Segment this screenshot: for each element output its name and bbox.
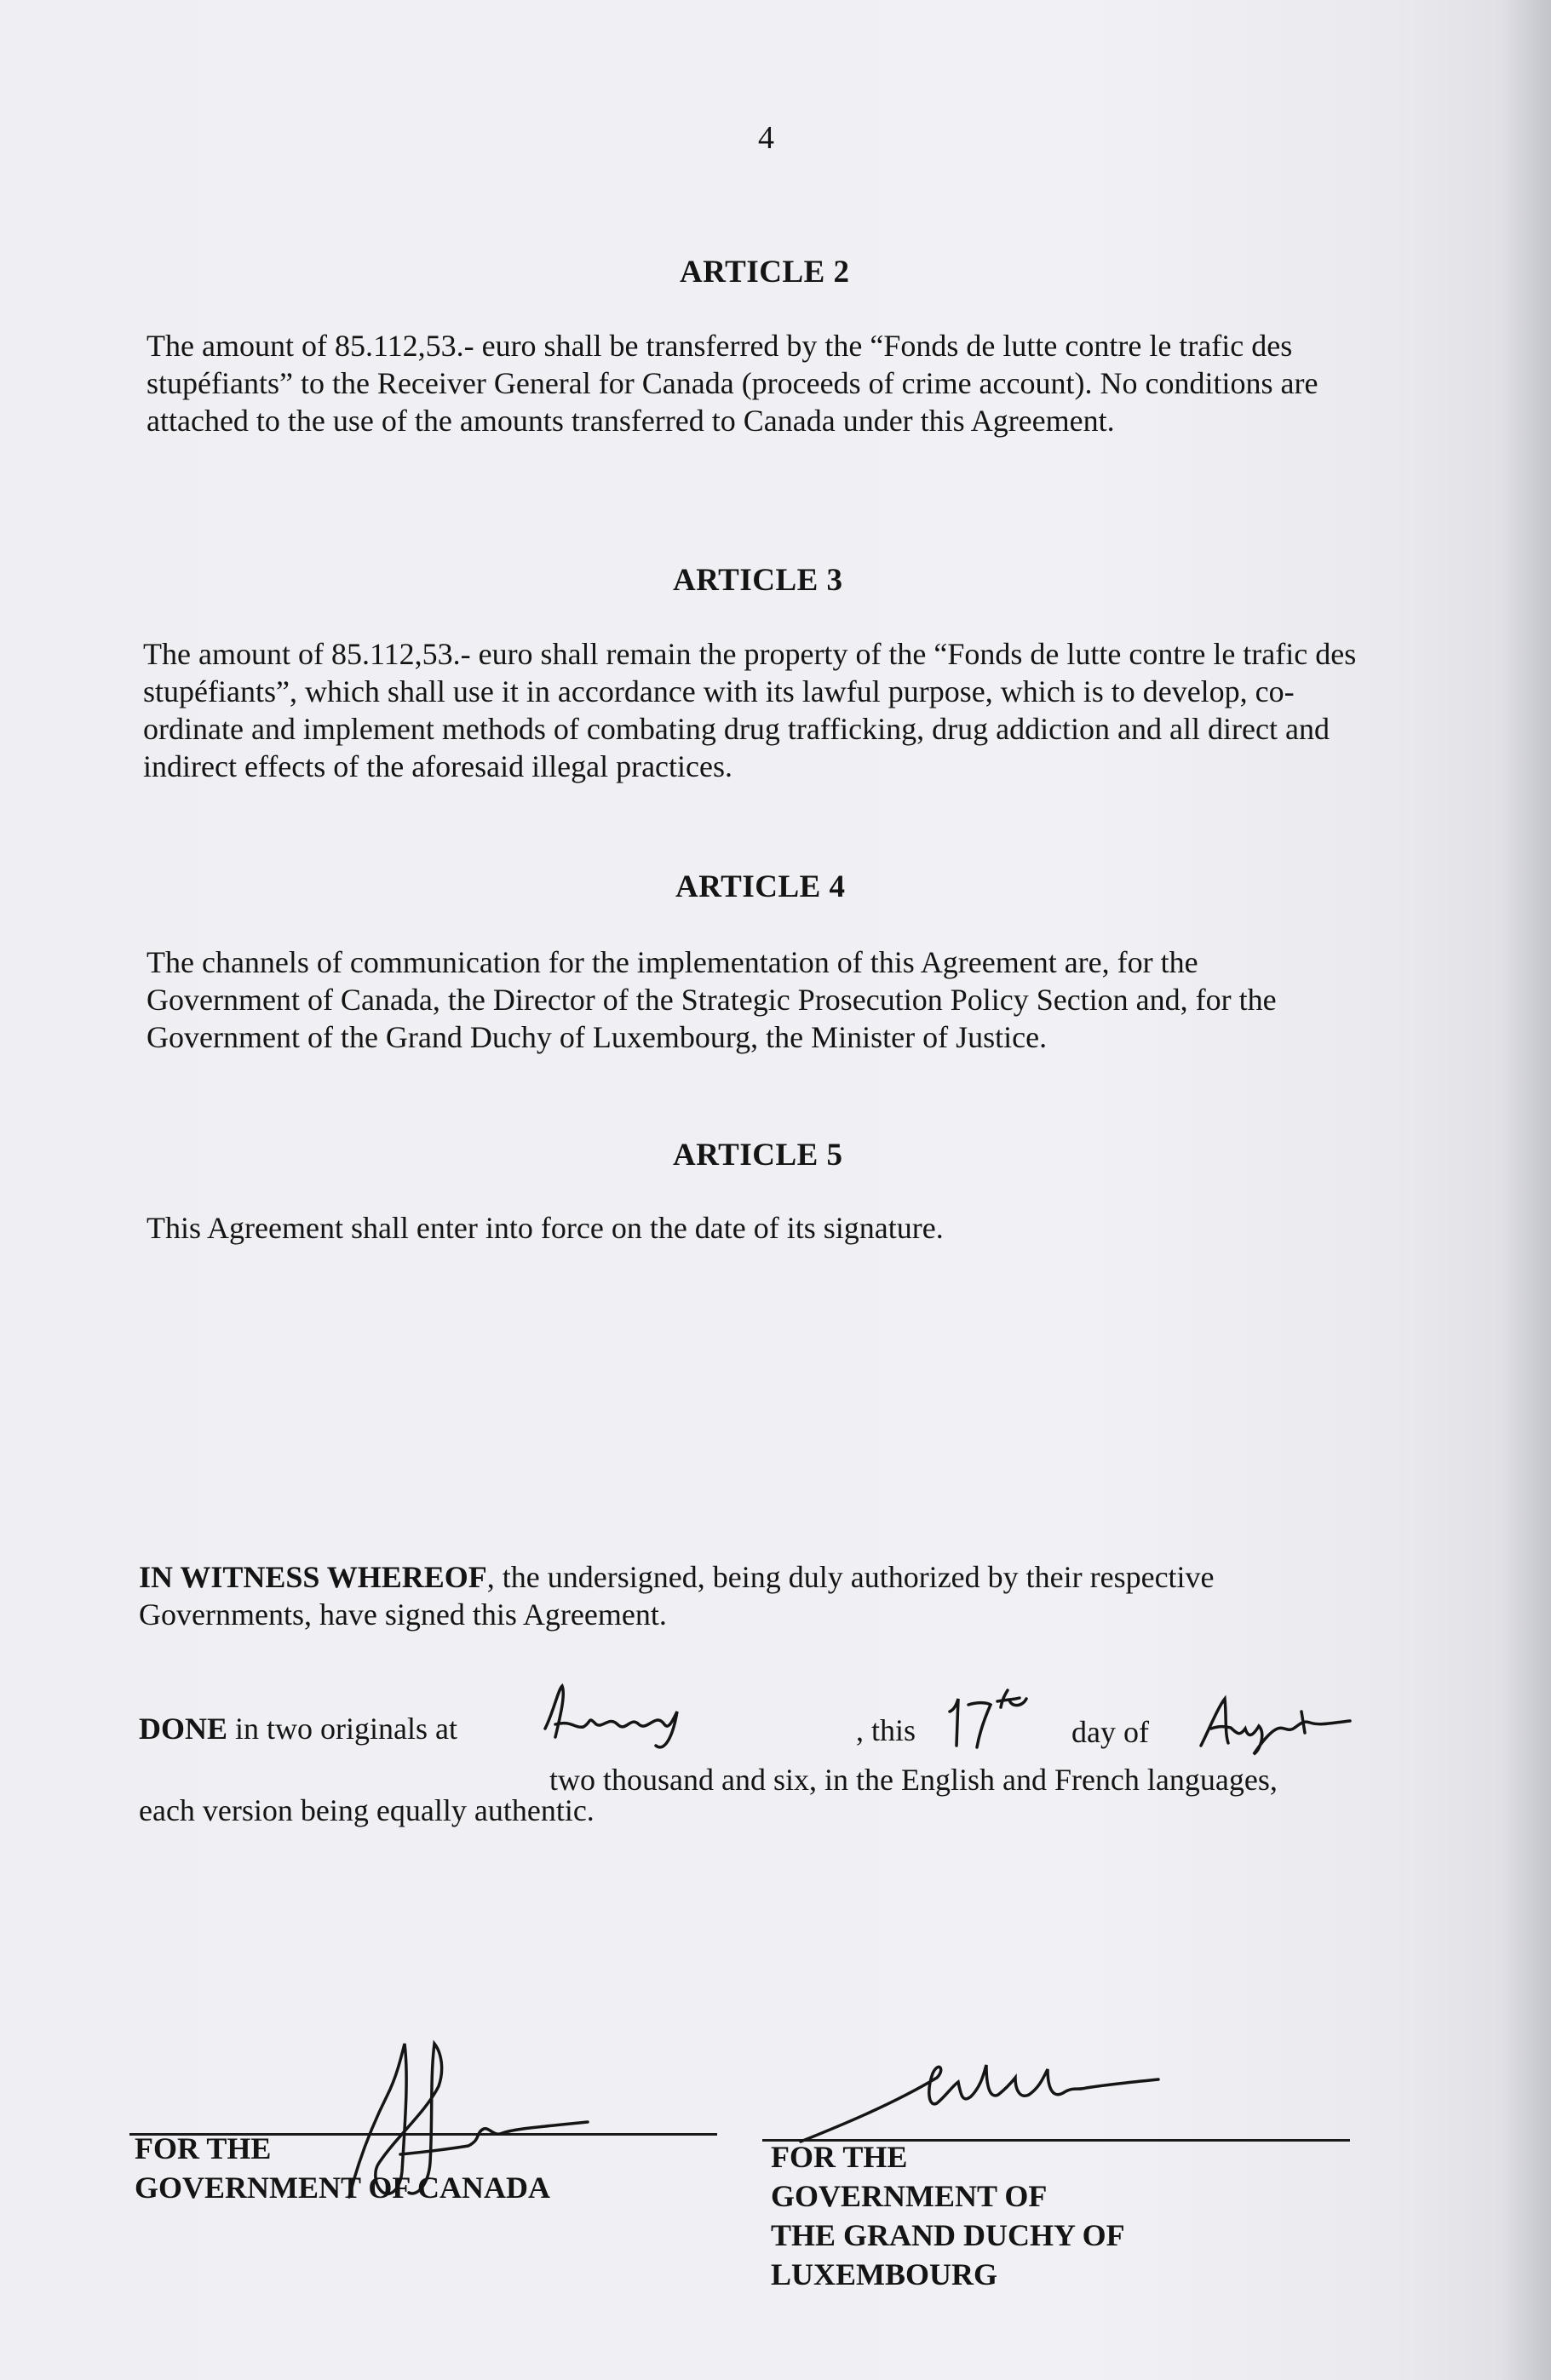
signatory-luxembourg-line-2: GOVERNMENT OF — [771, 2179, 1048, 2213]
article-5-heading: ARTICLE 5 — [673, 1138, 843, 1173]
article-3-text: The amount of 85.112,53.- euro shall remain the property of the “Fonds de lutte contre le trafic des stupéfiants”, which shall use it in accordance with its lawful purpose, which is to develop, co-ordinate and implement methods of combating drug trafficking, drug addiction and all direct and indirect effects of the aforesaid illegal practices. — [143, 637, 1357, 783]
done-clause — [139, 1710, 457, 1747]
article-5-text: This Agreement shall enter into force on the date of its signature. — [146, 1211, 944, 1245]
signatory-canada-line-2: GOVERNMENT OF CANADA — [135, 2171, 551, 2205]
done-line-2: two thousand and six, in the English and French languages, — [549, 1763, 1278, 1797]
witness-text: , the undersigned, being duly authorized by their respective Governments, have signed this Agreement. — [139, 1560, 1215, 1632]
done-text-2: , this — [856, 1713, 916, 1747]
page-number: 4 — [758, 120, 774, 156]
signatory-canada-line-1: FOR THE — [135, 2131, 272, 2165]
signatory-luxembourg-line-4: LUXEMBOURG — [771, 2257, 998, 2291]
handwritten-month — [1192, 1690, 1363, 1758]
witness-clause — [139, 1558, 1365, 1633]
signatory-luxembourg-line-1: FOR THE — [771, 2140, 908, 2174]
article-2-text: The amount of 85.112,53.- euro shall be transferred by the “Fonds de lutte contre le trafic des stupéfiants” to the Receiver General for Canada (proceeds of crime account). No conditions are attached to the use of the amounts transferred to Canada under this Agreement. — [146, 329, 1318, 438]
done-text-1: in two originals at — [227, 1712, 457, 1746]
signatory-luxembourg-line-3: THE GRAND DUCHY OF — [771, 2218, 1125, 2252]
done-text-3: day of — [1071, 1715, 1149, 1749]
article-4-heading: ARTICLE 4 — [675, 869, 846, 904]
witness-lead: IN WITNESS WHEREOF — [139, 1560, 487, 1594]
signatory-luxembourg — [771, 2137, 1125, 2294]
handwritten-place — [537, 1677, 707, 1754]
done-line-3: each version being equally authentic. — [139, 1793, 595, 1827]
handwritten-day — [941, 1686, 1052, 1754]
signature-luxembourg — [792, 2044, 1175, 2146]
page-edge-shadow — [1500, 0, 1551, 2380]
signatory-canada — [135, 2129, 550, 2207]
done-lead: DONE — [139, 1712, 228, 1746]
article-3-heading: ARTICLE 3 — [673, 563, 843, 598]
article-4-text: The channels of communication for the implementation of this Agreement are, for the Government of Canada, the Director of the Strategic Prosecution Policy Section and, for the Government of the Grand Duchy of Luxembourg, the Minister of Justice. — [146, 945, 1277, 1054]
article-2-heading: ARTICLE 2 — [680, 255, 850, 290]
